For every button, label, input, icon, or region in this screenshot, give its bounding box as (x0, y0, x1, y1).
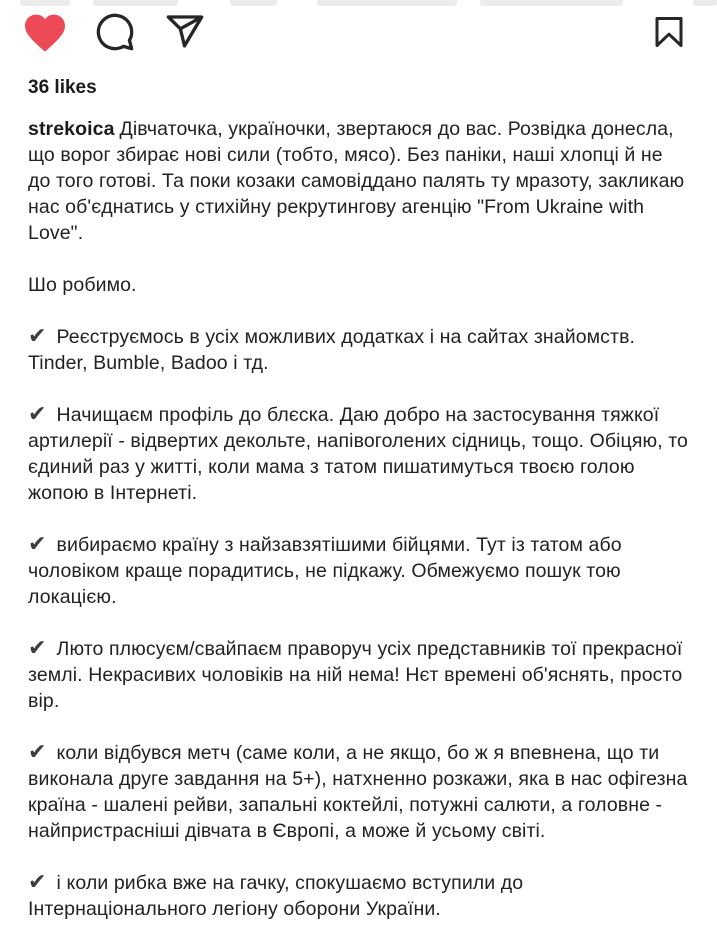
checklist-item-text: Начищаєм профіль до блєска. Даю добро на застосування тяжкої артилерії - відвертих декольте, напівоголених сідниць, тощо. Обіцяю, то єдиний раз у житті, коли мама з татом пишатимуться твоєю голою жопою в Інтернеті. (28, 404, 688, 504)
caption-intro (28, 116, 689, 246)
comment-button[interactable] (95, 12, 135, 52)
cropped-media-edge (0, 0, 717, 7)
section-heading: Шо робимо. (28, 274, 137, 296)
caption-intro-text: Дівчаточка, україночки, звертаюся до вас. Розвідка донесла, що ворог збирає нові сили (тобто, мясо). Без паніки, наші хлопці й не до того готові. Та поки козаки самовіддано палять ту мразоту, закликаю нас об'єднатись у стихійну рекрутингову агенцію "From Ukraine with Love". (28, 118, 685, 244)
checklist-item (28, 532, 689, 610)
caption (0, 116, 717, 922)
checklist-item (28, 740, 689, 844)
action-bar (0, 0, 717, 52)
checklist-item (28, 870, 689, 922)
checklist-item-text: Реєструємось в усіх можливих додатках і на сайтах знайомств. Tinder, Bumble, Badoo і тд. (28, 326, 636, 374)
checklist-item (28, 402, 689, 506)
cropped-content-edge (693, 0, 717, 6)
likes-count[interactable]: 36 likes (28, 77, 97, 98)
cropped-content-edge (20, 0, 70, 6)
cropped-content-edge (480, 0, 623, 6)
checklist-item-text: коли відбувся метч (саме коли, а не якщо, бо ж я впевнена, що ти виконала друге завдання на 5+), натхненно розкажи, яка в нас офігезна країна - шалені рейви, запальні коктейлі, потужні салюти, а головне - найпристрасніші дівчата в Європі, а може й усьому світі. (28, 742, 688, 842)
checkmark-icon: ✔ (28, 740, 47, 765)
bookmark-icon (651, 14, 687, 50)
checklist-item (28, 636, 689, 714)
checkmark-icon: ✔ (28, 324, 47, 349)
checkmark-icon: ✔ (28, 402, 47, 427)
comment-icon (95, 12, 135, 52)
cropped-content-edge (317, 0, 457, 6)
checklist-item-text: вибираємо країну з найзавзятішими бійцями. Тут із татом або чоловіком краще порадитись, не підкажу. Обмежуємо пошук тою локацією. (28, 534, 622, 608)
paper-plane-icon (165, 12, 205, 52)
checklist-item (28, 324, 689, 376)
heart-icon (25, 12, 65, 52)
action-bar-left (25, 12, 205, 52)
share-button[interactable] (165, 12, 205, 52)
like-button[interactable] (25, 12, 65, 52)
cropped-content-edge (93, 0, 178, 6)
cropped-content-edge (230, 0, 277, 6)
save-button[interactable] (651, 14, 687, 50)
checkmark-icon: ✔ (28, 870, 47, 895)
username-link[interactable]: strekoica (28, 118, 115, 140)
checklist-item-text: і коли рибка вже на гачку, спокушаємо вступили до Інтернаціонального легіону оборони України. (28, 872, 524, 920)
checkmark-icon: ✔ (28, 532, 47, 557)
checklist-item-text: Люто плюсуєм/свайпаєм праворуч усіх представників тої прекрасної землі. Некрасивих чоловіків на ній нема! Нєт времені об'яснять, просто вір. (28, 638, 683, 712)
checkmark-icon: ✔ (28, 636, 47, 661)
